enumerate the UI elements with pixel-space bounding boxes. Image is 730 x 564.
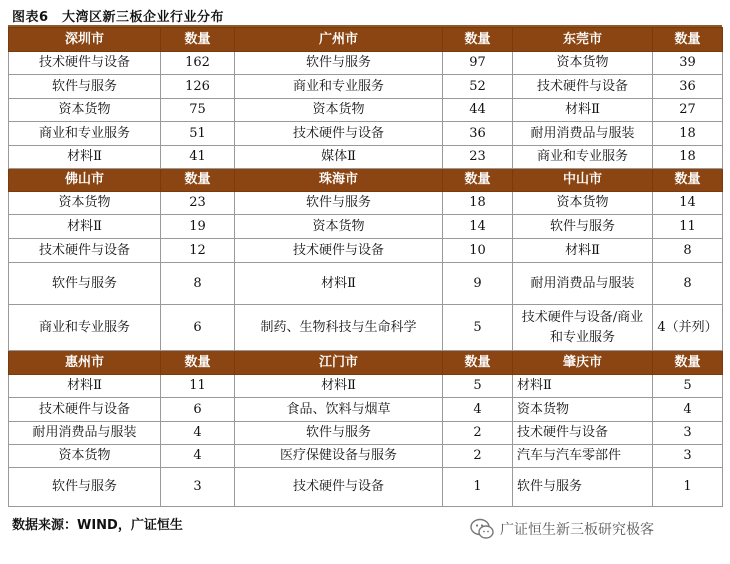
count-cell: 27 [653,99,723,122]
count-cell: 4 [161,422,235,445]
count-cell: 14 [653,192,723,215]
industry-cell: 技术硬件与设备/商业和专业服务 [513,305,653,351]
table-row [9,99,723,122]
count-cell: 18 [443,192,513,215]
city-header: 珠海市 [235,169,443,192]
count-cell: 44 [443,99,513,122]
count-cell: 8 [653,263,723,305]
count-cell: 14 [443,215,513,239]
industry-cell: 软件与服务 [9,263,161,305]
count-header: 数量 [443,351,513,375]
industry-cell: 技术硬件与设备 [513,422,653,445]
industry-cell: 材料Ⅱ [235,375,443,398]
industry-cell: 软件与服务 [9,468,161,507]
count-cell: 4 [443,398,513,422]
industry-cell: 资本货物 [513,398,653,422]
count-cell: 51 [161,122,235,146]
count-cell: 12 [161,239,235,263]
industry-cell: 材料Ⅱ [513,99,653,122]
industry-cell: 技术硬件与设备 [235,239,443,263]
industry-cell: 食品、饮料与烟草 [235,398,443,422]
count-cell: 23 [161,192,235,215]
table-row [9,192,723,215]
count-cell: 52 [443,75,513,99]
city-header: 肇庆市 [513,351,653,375]
industry-cell: 耐用消费品与服装 [513,122,653,146]
industry-cell: 材料Ⅱ [9,146,161,169]
city-header: 江门市 [235,351,443,375]
industry-cell: 媒体Ⅱ [235,146,443,169]
count-cell: 4 [653,398,723,422]
industry-cell: 资本货物 [235,215,443,239]
city-header: 惠州市 [9,351,161,375]
table-row [9,468,723,507]
count-cell: 3 [653,422,723,445]
table-row [9,263,723,305]
table-row [9,122,723,146]
count-cell: 19 [161,215,235,239]
count-cell: 1 [443,468,513,507]
industry-cell: 耐用消费品与服装 [9,422,161,445]
count-header: 数量 [653,169,723,192]
count-header: 数量 [443,28,513,52]
count-cell: 5 [443,375,513,398]
industry-cell: 技术硬件与设备 [235,468,443,507]
count-cell: 11 [161,375,235,398]
group-header-row [9,351,723,375]
wechat-icon [470,518,494,540]
industry-cell: 制药、生物科技与生命科学 [235,305,443,351]
count-cell: 8 [161,263,235,305]
count-header: 数量 [443,169,513,192]
count-cell: 97 [443,52,513,75]
industry-cell: 材料Ⅱ [235,263,443,305]
city-header: 深圳市 [9,28,161,52]
industry-cell: 汽车与汽车零部件 [513,445,653,468]
count-cell: 23 [443,146,513,169]
count-cell: 36 [443,122,513,146]
table-row [9,305,723,351]
count-cell: 3 [161,468,235,507]
count-cell: 2 [443,445,513,468]
count-cell: 162 [161,52,235,75]
watermark [470,518,654,540]
watermark-text: 广证恒生新三板研究极客 [500,522,654,538]
industry-cell: 商业和专业服务 [9,305,161,351]
table-row [9,375,723,398]
city-header: 广州市 [235,28,443,52]
count-cell: 75 [161,99,235,122]
table-row [9,445,723,468]
count-cell: 1 [653,468,723,507]
industry-cell: 资本货物 [9,445,161,468]
count-header: 数量 [653,351,723,375]
figure-title: 图表6 大湾区新三板企业行业分布 [12,10,225,25]
group-header-row [9,169,723,192]
count-cell: 11 [653,215,723,239]
count-cell: 5 [653,375,723,398]
table-row [9,146,723,169]
count-cell: 9 [443,263,513,305]
count-cell: 36 [653,75,723,99]
industry-cell: 资本货物 [9,192,161,215]
count-cell: 2 [443,422,513,445]
table-row [9,52,723,75]
table-row [9,398,723,422]
industry-cell: 资本货物 [513,52,653,75]
count-cell: 8 [653,239,723,263]
data-source-note: 数据来源：WIND，广证恒生 [12,518,183,533]
count-cell: 10 [443,239,513,263]
count-cell: 41 [161,146,235,169]
industry-cell: 软件与服务 [513,215,653,239]
count-cell: 5 [443,305,513,351]
count-cell: 18 [653,122,723,146]
count-cell: 4 [161,445,235,468]
industry-cell: 资本货物 [235,99,443,122]
count-header: 数量 [653,28,723,52]
industry-cell: 商业和专业服务 [513,146,653,169]
city-header: 中山市 [513,169,653,192]
industry-cell: 软件与服务 [235,422,443,445]
table-row [9,215,723,239]
table-row [9,422,723,445]
city-header: 佛山市 [9,169,161,192]
count-cell: 39 [653,52,723,75]
industry-cell: 技术硬件与设备 [513,75,653,99]
table-row [9,75,723,99]
count-cell: 18 [653,146,723,169]
industry-cell: 技术硬件与设备 [9,398,161,422]
industry-cell: 材料Ⅱ [9,375,161,398]
industry-cell: 商业和专业服务 [9,122,161,146]
industry-cell: 医疗保健设备与服务 [235,445,443,468]
industry-cell: 软件与服务 [9,75,161,99]
table-row [9,239,723,263]
industry-cell: 材料Ⅱ [9,215,161,239]
count-cell: 4（并列） [653,305,723,351]
industry-cell: 材料Ⅱ [513,375,653,398]
industry-cell: 资本货物 [9,99,161,122]
group-header-row [9,28,723,52]
industry-cell: 软件与服务 [513,468,653,507]
city-header: 东莞市 [513,28,653,52]
industry-cell: 材料Ⅱ [513,239,653,263]
count-cell: 6 [161,305,235,351]
industry-cell: 资本货物 [513,192,653,215]
count-cell: 6 [161,398,235,422]
count-header: 数量 [161,169,235,192]
industry-cell: 技术硬件与设备 [235,122,443,146]
count-cell: 126 [161,75,235,99]
count-header: 数量 [161,28,235,52]
industry-cell: 技术硬件与设备 [9,239,161,263]
industry-cell: 耐用消费品与服装 [513,263,653,305]
industry-cell: 软件与服务 [235,192,443,215]
industry-cell: 技术硬件与设备 [9,52,161,75]
industry-distribution-table [8,27,723,507]
count-header: 数量 [161,351,235,375]
industry-cell: 软件与服务 [235,52,443,75]
industry-cell: 商业和专业服务 [235,75,443,99]
count-cell: 3 [653,445,723,468]
